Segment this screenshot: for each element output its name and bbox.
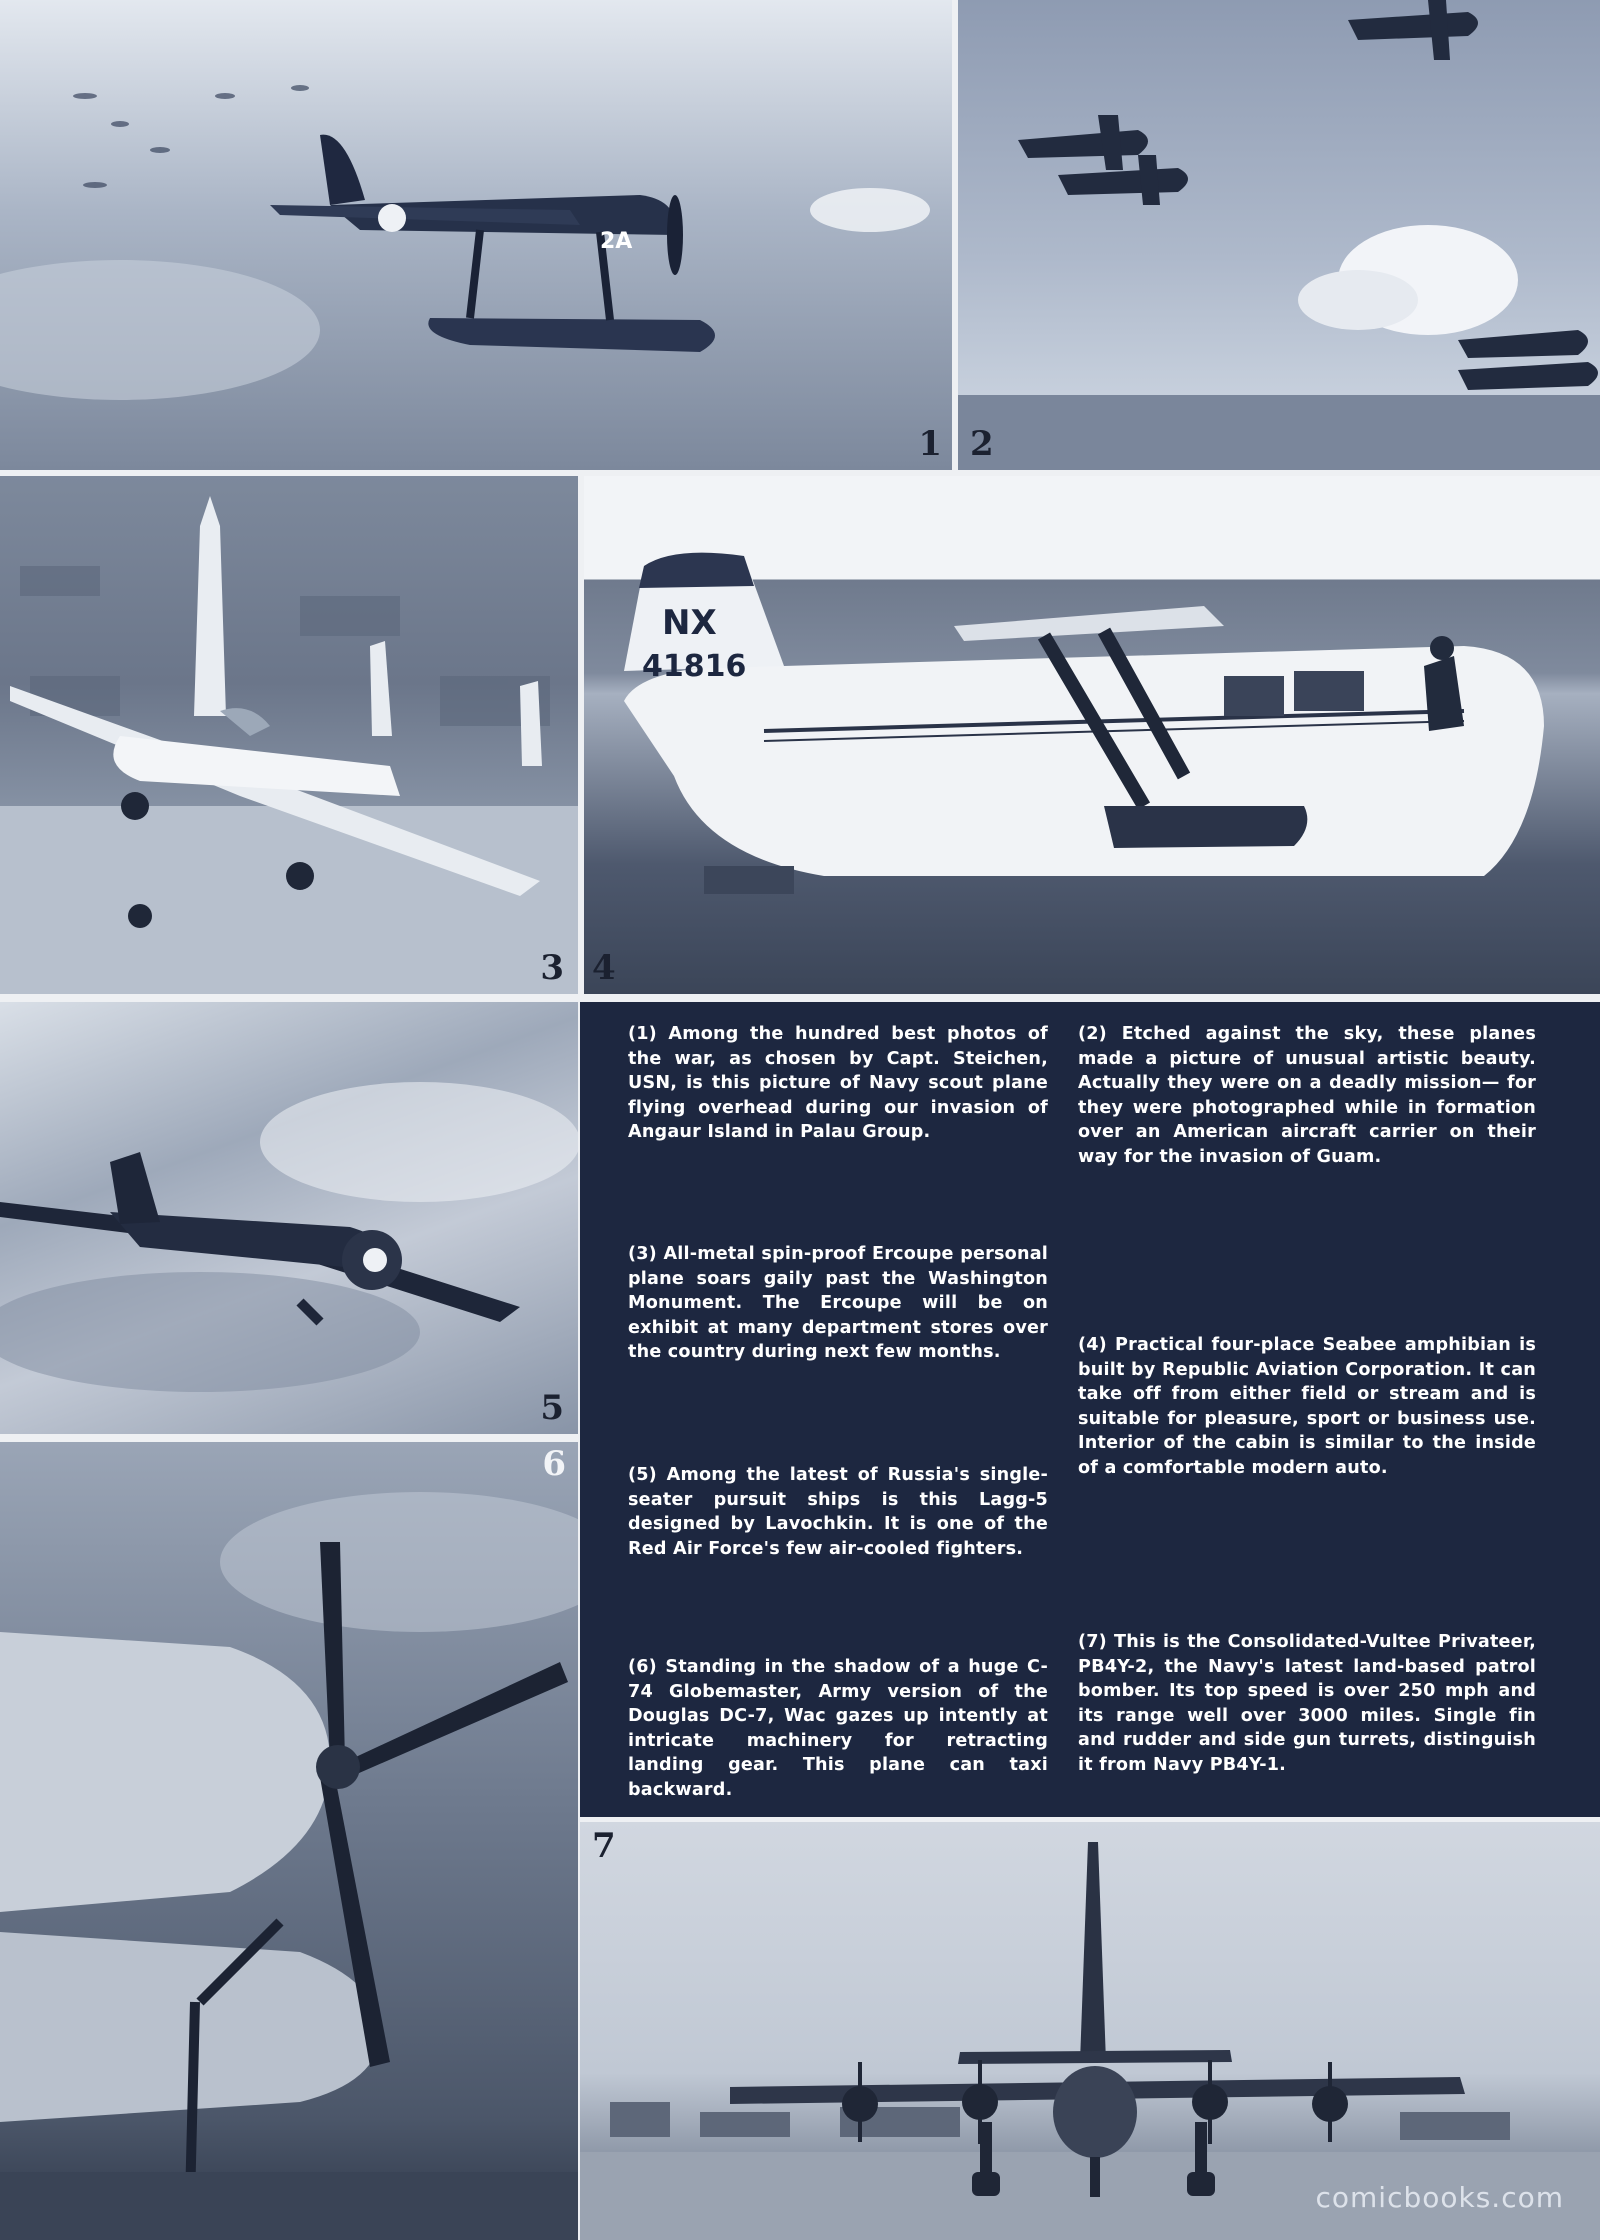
- site-watermark: comicbooks.com: [1315, 2181, 1564, 2214]
- photo-number-2: 2: [970, 424, 994, 464]
- photo-lagg5-fighter: [0, 1002, 578, 1434]
- caption-5: (5) Among the latest of Russia's single-seater pursuit ships is this Lagg-5 designed by Lavochkin. It is one of the Red Air Force's few air-cooled fighters.: [628, 1465, 1048, 1559]
- caption-4: (4) Practical four-place Seabee amphibian is built by Republic Aviation Corporation. It can take off from either field or stream and is suitable for pleasure, sport or business use. Interior of the cabin is similar to the inside of a comfortable modern auto.: [1078, 1335, 1536, 1478]
- photo-ercoupe-washington-monument: [0, 476, 578, 994]
- tail-marking-nx: NX: [662, 603, 717, 643]
- formation-planes-illustration: [958, 0, 1600, 470]
- photo-seabee-amphibian: [584, 476, 1600, 994]
- photo-number-4: 4: [592, 948, 616, 988]
- photo-c74-globemaster: [0, 1442, 578, 2240]
- plane-code-2a: 2A: [600, 229, 633, 254]
- photo-number-1: 1: [918, 424, 942, 464]
- caption-3: (3) All-metal spin-proof Ercoupe personal plane soars gaily past the Washington Monument. The Ercoupe will be on exhibit at many department stores over the country during next few months.: [628, 1244, 1048, 1362]
- ercoupe-illustration: [0, 476, 578, 994]
- scout-plane-illustration: [0, 0, 952, 470]
- seabee-illustration: [584, 476, 1600, 994]
- photo-navy-scout-plane: [0, 0, 952, 470]
- privateer-illustration: [580, 1822, 1600, 2240]
- photo-number-7: 7: [592, 1826, 616, 1866]
- caption-6: (6) Standing in the shadow of a huge C-74 Globemaster, Army version of the Douglas DC-7, Wac gazes up intently at intricate machinery for retracting landing gear. This plane can taxi backward.: [628, 1657, 1048, 1800]
- photo-planes-formation: [958, 0, 1600, 470]
- tail-marking-41816: 41816: [642, 649, 747, 684]
- lagg5-illustration: [0, 1002, 578, 1434]
- globemaster-illustration: [0, 1442, 578, 2240]
- photo-number-3: 3: [540, 948, 564, 988]
- photo-privateer-pb4y2: [580, 1822, 1600, 2240]
- caption-1: (1) Among the hundred best photos of the war, as chosen by Capt. Steichen, USN, is this picture of Navy scout plane flying overhead during our invasion of Angaur Island in Palau Group.: [628, 1024, 1048, 1142]
- caption-7: (7) This is the Consolidated-Vultee Privateer, PB4Y-2, the Navy's latest land-based patrol bomber. Its top speed is over 250 mph and its range well over 3000 miles. Single fin and rudder and side gun turrets, distinguish it from Navy PB4Y-1.: [1078, 1632, 1536, 1775]
- photo-number-6: 6: [542, 1444, 566, 1484]
- caption-2: (2) Etched against the sky, these planes made a picture of unusual artistic beauty. Actually they were on a deadly mission— for they were photographed while in formation over an American aircraft carrier on their way for the invasion of Guam.: [1078, 1024, 1536, 1167]
- photo-number-5: 5: [540, 1388, 564, 1428]
